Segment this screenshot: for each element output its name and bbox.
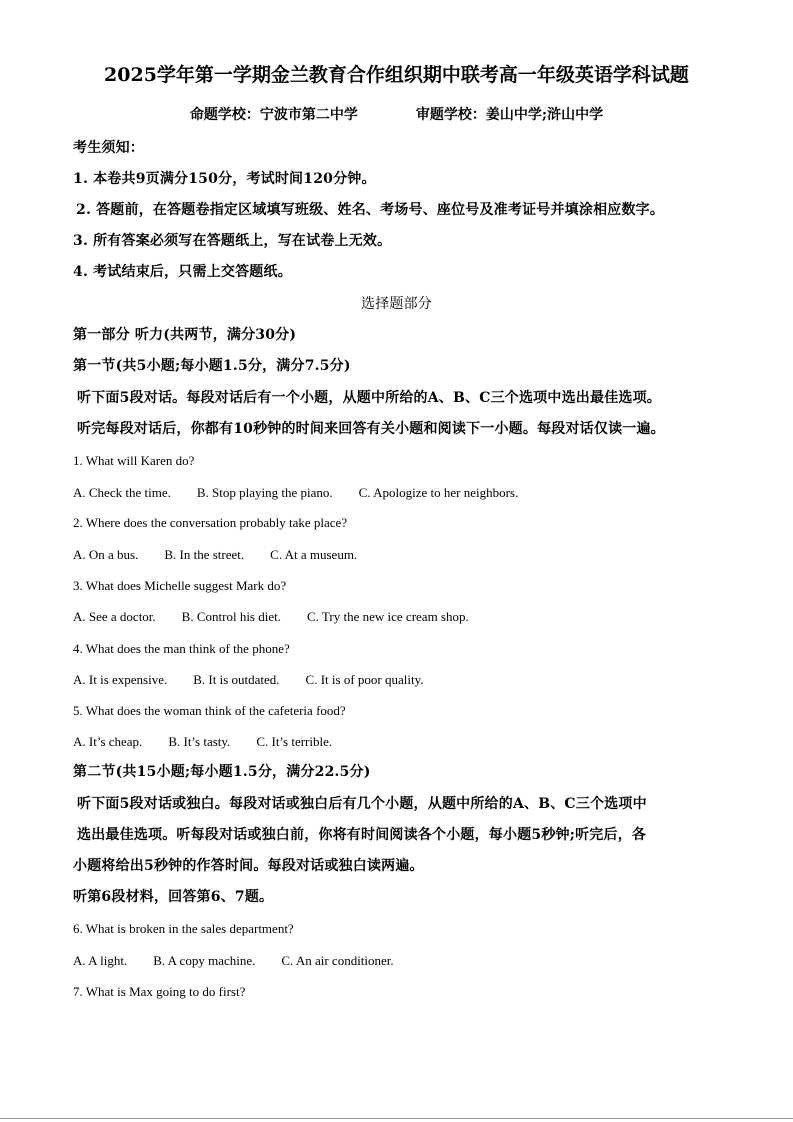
option-a: A. On a bus. bbox=[73, 547, 139, 562]
option-b: B. Stop playing the piano. bbox=[196, 485, 333, 500]
option-c: C. At a museum. bbox=[270, 547, 358, 562]
question-7: 7. What is Max going to do first? bbox=[73, 984, 246, 999]
option-b: B. A copy machine. bbox=[153, 953, 256, 968]
question-2: 2. Where does the conversation probably take place? bbox=[73, 515, 348, 530]
option-b: B. Control his diet. bbox=[181, 609, 281, 624]
question-6: 6. What is broken in the sales department? bbox=[73, 921, 294, 936]
exam-title: 2025学年第一学期金兰教育合作组织期中联考高一年级英语学科试题 bbox=[104, 64, 689, 86]
question-2-options bbox=[73, 548, 357, 561]
notice-heading: 考生须知： bbox=[73, 140, 144, 156]
option-c: C. Try the new ice cream shop. bbox=[306, 609, 469, 624]
option-c: C. It is of poor quality. bbox=[305, 672, 424, 687]
notice-item-3: 3. 所有答案必须写在答题纸上，写在试卷上无效。 bbox=[73, 233, 392, 249]
notice-item-4: 4. 考试结束后，只需上交答题纸。 bbox=[73, 264, 292, 280]
question-1-options bbox=[73, 486, 518, 499]
proposer-school: 命题学校：宁波市第二中学 bbox=[189, 107, 358, 123]
option-c: C. It’s terrible. bbox=[256, 734, 333, 749]
school-info bbox=[0, 108, 793, 122]
question-1: 1. What will Karen do? bbox=[73, 453, 195, 468]
part1-heading: 第一部分 听力(共两节，满分30分) bbox=[73, 327, 297, 343]
option-c: C. An air conditioner. bbox=[281, 953, 394, 968]
section2-instruction-2: 选出最佳选项。听每段对话或独白前，你将有时间阅读各个小题，每小题5秒钟;听完后，各 bbox=[77, 827, 647, 843]
reviewer-school: 审题学校：姜山中学;浒山中学 bbox=[415, 107, 604, 123]
option-a: A. Check the time. bbox=[73, 485, 171, 500]
section1-instruction-2: 听完每段对话后，你都有10秒钟的时间来回答有关小题和阅读下一小题。每段对话仅读一遍。 bbox=[77, 421, 665, 437]
part1-section1-heading: 第一节(共5小题;每小题1.5分，满分7.5分) bbox=[73, 358, 351, 374]
question-4: 4. What does the man think of the phone? bbox=[73, 641, 290, 656]
option-a: A. See a doctor. bbox=[73, 609, 156, 624]
section2-instruction-3: 小题将给出5秒钟的作答时间。每段对话或独白读两遍。 bbox=[73, 858, 424, 874]
section-heading: 选择题部分 bbox=[361, 296, 432, 312]
part1-section2-heading: 第二节(共15小题;每小题1.5分，满分22.5分) bbox=[73, 764, 371, 780]
question-5: 5. What does the woman think of the cafeteria food? bbox=[73, 703, 346, 718]
question-3: 3. What does Michelle suggest Mark do? bbox=[73, 578, 287, 593]
notice-item-1: 1. 本卷共9页满分150分，考试时间120分钟。 bbox=[73, 171, 376, 187]
notice-item-2: 2. 答题前，在答题卷指定区域填写班级、姓名、考场号、座位号及准考证号并填涂相应数字。 bbox=[76, 202, 665, 218]
question-6-options bbox=[73, 954, 394, 967]
section1-instruction-1: 听下面5段对话。每段对话后有一个小题，从题中所给的A、B、C三个选项中选出最佳选项。 bbox=[77, 390, 661, 406]
option-a: A. It is expensive. bbox=[73, 672, 168, 687]
question-3-options bbox=[73, 610, 469, 623]
option-b: B. In the street. bbox=[164, 547, 245, 562]
option-c: C. Apologize to her neighbors. bbox=[358, 485, 519, 500]
option-b: B. It’s tasty. bbox=[168, 734, 231, 749]
page-bottom-divider bbox=[0, 1118, 793, 1119]
section2-instruction-1: 听下面5段对话或独白。每段对话或独白后有几个小题，从题中所给的A、B、C三个选项中 bbox=[77, 796, 647, 812]
option-a: A. A light. bbox=[73, 953, 128, 968]
question-4-options bbox=[73, 673, 423, 686]
material-6-heading: 听第6段材料，回答第6、7题。 bbox=[73, 889, 274, 905]
option-b: B. It is outdated. bbox=[193, 672, 280, 687]
option-a: A. It’s cheap. bbox=[73, 734, 143, 749]
question-5-options bbox=[73, 735, 332, 748]
